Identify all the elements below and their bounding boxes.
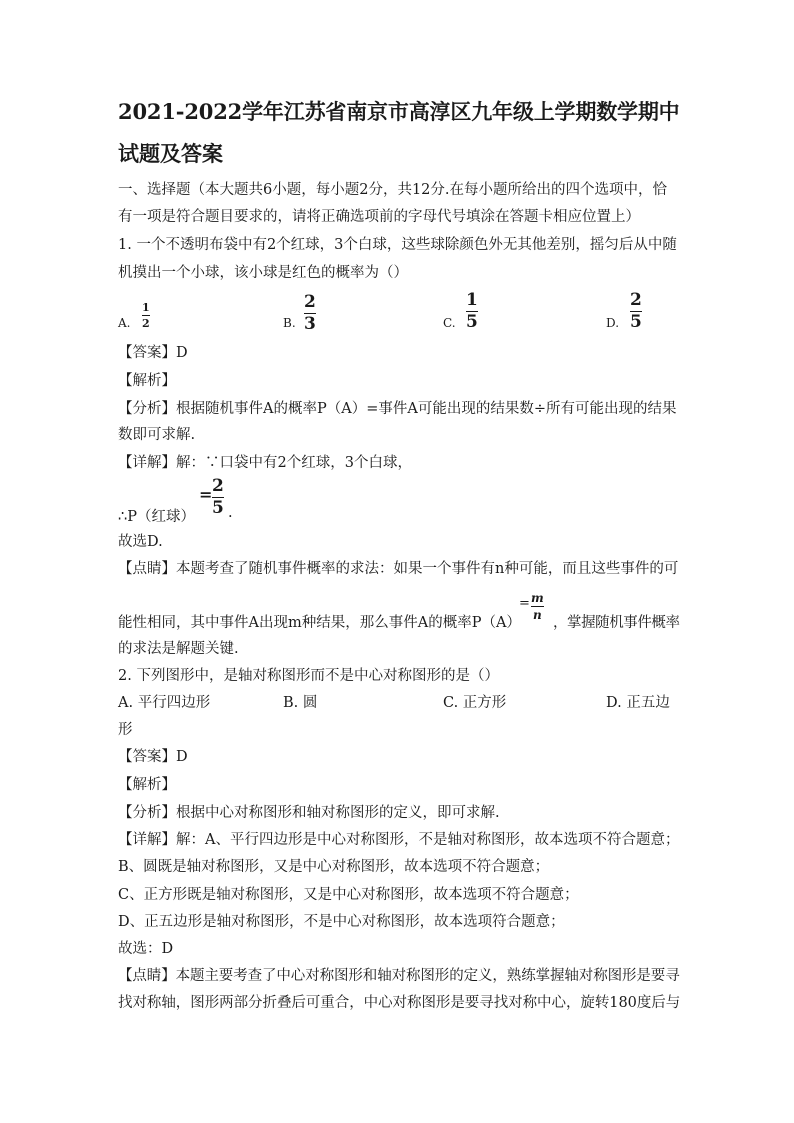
q1-result-fraction [212,478,224,517]
q1-option-b-label: B. [283,316,296,330]
q2-detail-b: B、圆既是轴对称图形，又是中心对称图形，故本选项不符合题意； [118,859,550,875]
q1-m-over-n-fraction [531,592,544,621]
q1-result-period: . [228,505,233,521]
q1-dianjing-line-2a: 能性相同，其中事件A出现m种结果，那么事件A的概率P（A） [118,615,521,631]
q1-stem-line-1: 1. 一个不透明布袋中有2个红球，3个白球，这些球除颜色外无其他差别，摇匀后从中随 [118,237,677,253]
q1-m: m [531,591,544,605]
document-title-line-1: 2021-2022学年江苏省南京市高淳区九年级上学期数学期中 [118,99,680,124]
q2-answer: 【答案】D [118,749,188,765]
q1-xiangjie: 【详解】解：∵口袋中有2个红球，3个白球， [118,455,412,471]
q1-option-c-denominator: 5 [466,312,478,332]
q1-stem-line-2: 机摸出一个小球，该小球是红色的概率为（） [118,265,408,281]
q1-option-a-fraction [142,302,150,329]
q1-option-b-denominator: 3 [304,314,316,334]
q1-fenxi-line-2: 数即可求解. [118,427,196,443]
q2-option-b: B. 圆 [283,695,318,711]
document-title-line-2: 试题及答案 [118,141,223,166]
q1-result-numerator: 2 [212,476,224,496]
q1-option-d-denominator: 5 [630,312,642,332]
q1-answer: 【答案】D [118,345,188,361]
q1-option-d-fraction [630,292,642,331]
q1-n: n [532,608,542,622]
q2-option-d: D. 正五边 [606,695,670,711]
q1-dianjing-line-3: 的求法是解题关键. [118,641,239,657]
q1-result-denominator: 5 [212,498,224,518]
q2-fenxi: 【分析】根据中心对称图形和轴对称图形的定义，即可求解. [118,805,500,821]
q1-fenxi-line-1: 【分析】根据随机事件A的概率P（A）=事件A可能出现的结果数÷所有可能出现的结果 [118,401,677,417]
q1-option-c-fraction [466,292,478,331]
q1-option-b-fraction [304,294,316,333]
q1-equals-sign: = [199,485,213,504]
q1-option-c-label: C. [443,316,456,330]
section-heading-line-1: 一、选择题（本大题共6小题，每小题2分，共12分.在每小题所给出的四个选项中，恰 [118,182,668,198]
q2-stem: 2. 下列图形中，是轴对称图形而不是中心对称图形的是（） [118,668,499,684]
q1-option-b-numerator: 2 [304,292,316,312]
section-heading-line-2: 有一项是符合题目要求的，请将正确选项前的字母代号填涂在答题卡相应位置上） [118,209,640,225]
q1-option-a-numerator: 1 [142,301,150,314]
q2-analysis-heading: 【解析】 [118,777,176,793]
q1-choice: 故选D. [118,534,163,550]
q2-option-a: A. 平行四边形 [118,695,211,711]
q2-detail-d: D、正五边形是轴对称图形，不是中心对称图形，故本选项符合题意； [118,914,565,930]
q1-option-c-numerator: 1 [466,290,478,310]
q1-therefore: ∴P（红球） [118,509,195,525]
q2-option-c: C. 正方形 [443,695,507,711]
q2-choice: 故选：D [118,941,174,957]
q1-dianjing-equals: = [519,596,530,611]
q2-dianjing-line-1: 【点睛】本题主要考查了中心对称图形和轴对称图形的定义，熟练掌握轴对称图形是要寻 [118,968,680,984]
q1-option-a-label: A. [118,316,131,330]
q1-analysis-heading: 【解析】 [118,373,176,389]
q1-option-a-denominator: 2 [142,317,150,330]
q1-dianjing-line-2b: ，掌握随机事件概率 [553,615,680,631]
q2-dianjing-line-2: 找对称轴，图形两部分折叠后可重合，中心对称图形是要寻找对称中心，旋转180度后与 [118,995,681,1011]
q1-option-d-numerator: 2 [630,290,642,310]
q2-xiangjie: 【详解】解：A、平行四边形是中心对称图形，不是轴对称图形，故本选项不符合题意； [118,832,680,848]
q2-option-d-cont: 形 [118,722,133,738]
q1-dianjing-line-1: 【点睛】本题考查了随机事件概率的求法：如果一个事件有n种可能，而且这些事件的可 [118,561,679,577]
q1-option-d-label: D. [606,316,620,330]
q2-detail-c: C、正方形既是轴对称图形，又是中心对称图形，故本选项不符合题意； [118,887,579,903]
